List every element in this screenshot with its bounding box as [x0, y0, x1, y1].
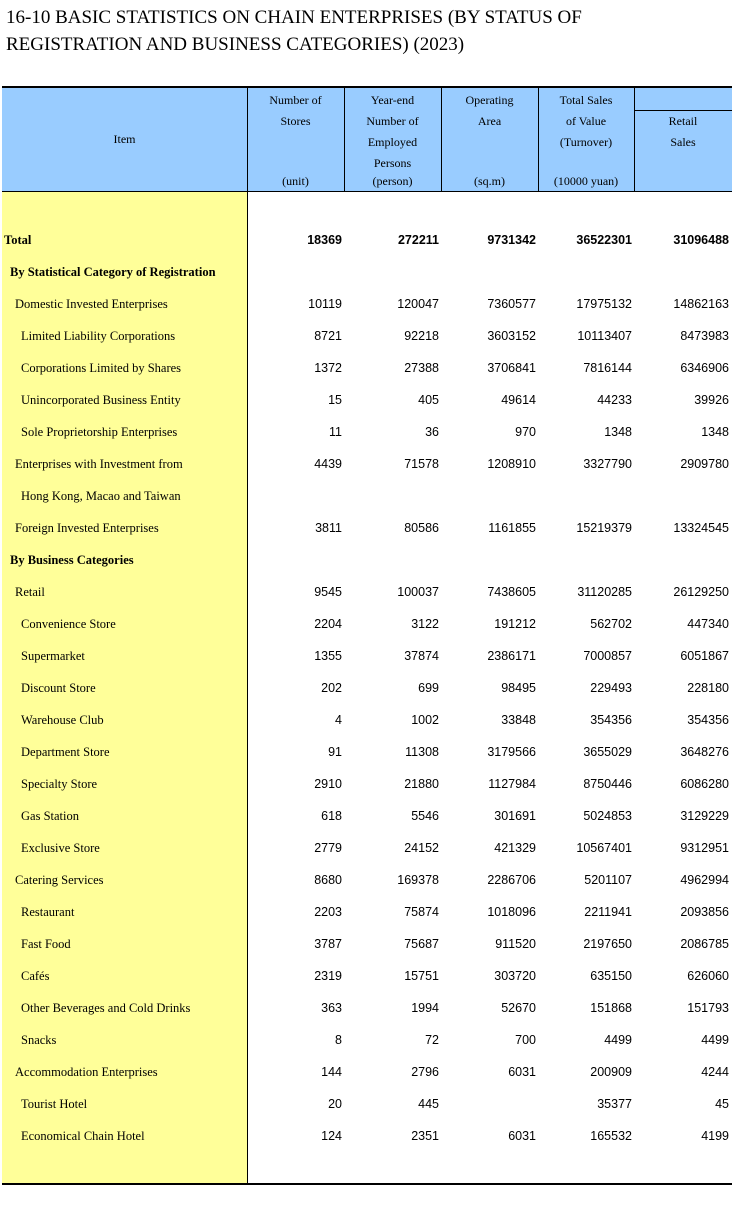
row-value: 9731342 — [487, 233, 536, 247]
title-line-2: REGISTRATION AND BUSINESS CATEGORIES) (2023) — [6, 34, 465, 55]
row-value: 71578 — [404, 457, 439, 471]
row-value: 2909780 — [680, 457, 729, 471]
row-value: 9545 — [314, 585, 342, 599]
unit-employed: (person) — [372, 174, 413, 188]
row-label: Corporations Limited by Shares — [21, 361, 182, 375]
row-value: 9312951 — [680, 841, 729, 855]
row-label: Catering Services — [15, 873, 104, 887]
row-value: 10567401 — [576, 841, 632, 855]
row-value: 8721 — [314, 329, 342, 343]
row-value: 4244 — [701, 1065, 729, 1079]
table-row — [2, 672, 732, 704]
row-value: 15751 — [404, 969, 439, 983]
row-value: 2796 — [411, 1065, 439, 1079]
row-label: Warehouse Club — [21, 713, 104, 727]
table-row — [2, 544, 732, 576]
row-value: 144 — [321, 1065, 342, 1079]
table-header — [2, 86, 732, 192]
row-value: 191212 — [494, 617, 536, 631]
row-value: 80586 — [404, 521, 439, 535]
row-value: 92218 — [404, 329, 439, 343]
row-value: 75874 — [404, 905, 439, 919]
row-value: 363 — [321, 1001, 342, 1015]
row-value: 52670 — [501, 1001, 536, 1015]
row-value: 1208910 — [487, 457, 536, 471]
row-value: 3179566 — [487, 745, 536, 759]
row-value: 39926 — [694, 393, 729, 407]
row-value: 2779 — [314, 841, 342, 855]
row-value: 202 — [321, 681, 342, 695]
row-value: 169378 — [397, 873, 439, 887]
row-value: 18369 — [307, 233, 342, 247]
row-value: 272211 — [397, 233, 439, 247]
statistics-table — [2, 86, 732, 1184]
row-value: 7816144 — [583, 361, 632, 375]
table-row — [2, 1024, 732, 1056]
row-label: By Statistical Category of Registration — [10, 265, 216, 279]
row-value: 11308 — [405, 745, 439, 759]
header-retail-sales: Retail Sales — [668, 114, 698, 149]
row-value: 1002 — [411, 713, 439, 727]
row-label: Specialty Store — [21, 777, 98, 791]
row-value: 4199 — [701, 1129, 729, 1143]
row-label: Retail — [15, 585, 45, 599]
row-label: Fast Food — [21, 937, 71, 951]
table-row — [2, 896, 732, 928]
row-label: Cafés — [21, 969, 50, 983]
row-value: 6051867 — [680, 649, 729, 663]
table-row — [2, 1088, 732, 1120]
row-label: Sole Proprietorship Enterprises — [21, 425, 178, 439]
table-row — [2, 576, 732, 608]
header-total-sales: Total Sales of Value (Turnover) — [559, 93, 613, 149]
row-value: 72 — [425, 1033, 439, 1047]
row-value: 6031 — [508, 1129, 536, 1143]
row-value: 8680 — [314, 873, 342, 887]
row-value: 1348 — [604, 425, 632, 439]
table-bottom-rule — [2, 1183, 732, 1185]
col-divider — [538, 86, 539, 192]
row-value: 49614 — [501, 393, 536, 407]
header-stores: Number of Stores — [269, 93, 322, 128]
row-label: Economical Chain Hotel — [21, 1129, 145, 1143]
row-value: 15 — [328, 393, 342, 407]
row-value: 10119 — [308, 297, 342, 311]
row-value: 970 — [515, 425, 536, 439]
row-label: Other Beverages and Cold Drinks — [21, 1001, 191, 1015]
row-value: 3129229 — [680, 809, 729, 823]
row-value: 2093856 — [680, 905, 729, 919]
header-item: Item — [113, 132, 136, 146]
row-label: Exclusive Store — [21, 841, 100, 855]
row-value: 6086280 — [680, 777, 729, 791]
row-label: Unincorporated Business Entity — [21, 393, 181, 407]
row-value: 200909 — [590, 1065, 632, 1079]
table-row — [2, 256, 732, 288]
row-value: 151868 — [590, 1001, 632, 1015]
unit-stores: (unit) — [282, 174, 309, 188]
table-row — [2, 320, 732, 352]
row-label: Foreign Invested Enterprises — [15, 521, 159, 535]
table-row — [2, 992, 732, 1024]
row-value: 5201107 — [584, 873, 632, 887]
row-value: 1355 — [314, 649, 342, 663]
row-value: 27388 — [404, 361, 439, 375]
row-value: 4499 — [604, 1033, 632, 1047]
col-divider — [441, 86, 442, 192]
row-label: Enterprises with Investment from — [15, 457, 183, 471]
unit-area: (sq.m) — [474, 174, 505, 188]
row-value: 445 — [418, 1097, 439, 1111]
row-value: 354356 — [590, 713, 632, 727]
row-value: 100037 — [397, 585, 439, 599]
row-value: 618 — [321, 809, 342, 823]
row-value: 2386171 — [487, 649, 536, 663]
row-label: Gas Station — [21, 809, 79, 823]
row-value: 8 — [335, 1033, 342, 1047]
row-value: 36 — [425, 425, 439, 439]
row-value: 8473983 — [680, 329, 729, 343]
row-value: 303720 — [494, 969, 536, 983]
row-value: 2910 — [314, 777, 342, 791]
row-value: 3122 — [411, 617, 439, 631]
row-value: 3327790 — [583, 457, 632, 471]
row-value: 3811 — [315, 521, 342, 535]
sales-subheader-line — [634, 110, 732, 111]
row-label: Restaurant — [21, 905, 75, 919]
table-row — [2, 608, 732, 640]
row-label: Limited Liability Corporations — [21, 329, 176, 343]
row-value: 3706841 — [487, 361, 536, 375]
row-label: Discount Store — [21, 681, 96, 695]
row-value: 2086785 — [680, 937, 729, 951]
row-value: 37874 — [404, 649, 439, 663]
row-value: 44233 — [597, 393, 632, 407]
table-row — [2, 736, 732, 768]
table-row — [2, 832, 732, 864]
row-value: 301691 — [494, 809, 536, 823]
row-label: Hong Kong, Macao and Taiwan — [21, 489, 181, 503]
row-label: Accommodation Enterprises — [15, 1065, 158, 1079]
row-label: Tourist Hotel — [21, 1097, 88, 1111]
row-value: 4962994 — [680, 873, 729, 887]
row-value: 405 — [418, 393, 439, 407]
row-value: 2197650 — [583, 937, 632, 951]
row-value: 24152 — [404, 841, 439, 855]
row-value: 228180 — [687, 681, 729, 695]
title-line-1: 16-10 BASIC STATISTICS ON CHAIN ENTERPRISES (BY STATUS OF — [6, 7, 582, 28]
row-value: 5024853 — [583, 809, 632, 823]
row-value: 14862163 — [673, 297, 729, 311]
table-row — [2, 384, 732, 416]
col-divider — [634, 86, 635, 192]
header-area: Operating Area — [465, 93, 514, 128]
table-row — [2, 288, 732, 320]
row-value: 2204 — [314, 617, 342, 631]
row-value: 635150 — [590, 969, 632, 983]
row-value: 31096488 — [673, 233, 729, 247]
col-divider — [344, 86, 345, 192]
row-value: 3648276 — [680, 745, 729, 759]
row-value: 1161855 — [488, 521, 536, 535]
row-value: 700 — [515, 1033, 536, 1047]
table-row — [2, 1056, 732, 1088]
table-row — [2, 224, 732, 256]
row-value: 3787 — [314, 937, 342, 951]
table-row — [2, 960, 732, 992]
header-employed: Year-end Number of Employed Persons — [366, 93, 419, 170]
row-value: 17975132 — [576, 297, 632, 311]
row-value: 120047 — [397, 297, 439, 311]
table-row — [2, 704, 732, 736]
row-value: 421329 — [494, 841, 536, 855]
row-value: 1994 — [411, 1001, 439, 1015]
table-row — [2, 640, 732, 672]
row-value: 98495 — [501, 681, 536, 695]
row-label: Domestic Invested Enterprises — [15, 297, 168, 311]
table-row — [2, 352, 732, 384]
row-value: 2203 — [314, 905, 342, 919]
row-value: 33848 — [501, 713, 536, 727]
row-value: 2351 — [411, 1129, 439, 1143]
row-value: 1372 — [314, 361, 342, 375]
row-value: 6031 — [508, 1065, 536, 1079]
row-value: 3603152 — [487, 329, 536, 343]
row-value: 1127984 — [488, 777, 536, 791]
row-value: 2319 — [314, 969, 342, 983]
row-value: 911520 — [495, 937, 536, 951]
table-title — [6, 4, 726, 58]
row-value: 354356 — [687, 713, 729, 727]
row-label: By Business Categories — [10, 553, 134, 567]
table-row — [2, 448, 732, 480]
row-value: 4499 — [701, 1033, 729, 1047]
row-value: 151793 — [687, 1001, 729, 1015]
row-value: 35377 — [597, 1097, 632, 1111]
row-value: 699 — [418, 681, 439, 695]
row-label: Department Store — [21, 745, 110, 759]
unit-sales: (10000 yuan) — [553, 174, 619, 188]
table-row — [2, 512, 732, 544]
row-value: 36522301 — [576, 233, 632, 247]
row-value: 13324545 — [673, 521, 729, 535]
row-value: 1348 — [701, 425, 729, 439]
table-row — [2, 1120, 732, 1152]
row-value: 31120285 — [577, 585, 632, 599]
row-label: Snacks — [21, 1033, 57, 1047]
row-value: 124 — [321, 1129, 342, 1143]
row-value: 4439 — [314, 457, 342, 471]
row-value: 1018096 — [487, 905, 536, 919]
row-value: 15219379 — [576, 521, 632, 535]
table-row — [2, 800, 732, 832]
row-label: Supermarket — [21, 649, 85, 663]
row-value: 8750446 — [583, 777, 632, 791]
row-label: Total — [4, 233, 32, 247]
row-value: 2286706 — [487, 873, 536, 887]
row-value: 562702 — [590, 617, 632, 631]
row-value: 5546 — [411, 809, 439, 823]
row-value: 10113407 — [577, 329, 632, 343]
row-value: 3655029 — [583, 745, 632, 759]
row-value: 7360577 — [487, 297, 536, 311]
row-value: 626060 — [687, 969, 729, 983]
row-value: 447340 — [687, 617, 729, 631]
row-value: 91 — [328, 745, 342, 759]
row-value: 165532 — [590, 1129, 632, 1143]
row-value: 6346906 — [680, 361, 729, 375]
row-value: 21880 — [404, 777, 439, 791]
table-row — [2, 768, 732, 800]
table-row — [2, 480, 732, 512]
row-value: 2211941 — [584, 905, 632, 919]
row-value: 20 — [328, 1097, 342, 1111]
row-value: 7438605 — [487, 585, 536, 599]
row-value: 26129250 — [673, 585, 729, 599]
row-value: 7000857 — [583, 649, 632, 663]
table-row — [2, 416, 732, 448]
table-row — [2, 864, 732, 896]
table-row — [2, 928, 732, 960]
row-value: 45 — [715, 1097, 729, 1111]
row-value: 75687 — [404, 937, 439, 951]
row-value: 11 — [329, 425, 342, 439]
row-label: Convenience Store — [21, 617, 116, 631]
row-value: 4 — [335, 713, 342, 727]
row-value: 229493 — [590, 681, 632, 695]
